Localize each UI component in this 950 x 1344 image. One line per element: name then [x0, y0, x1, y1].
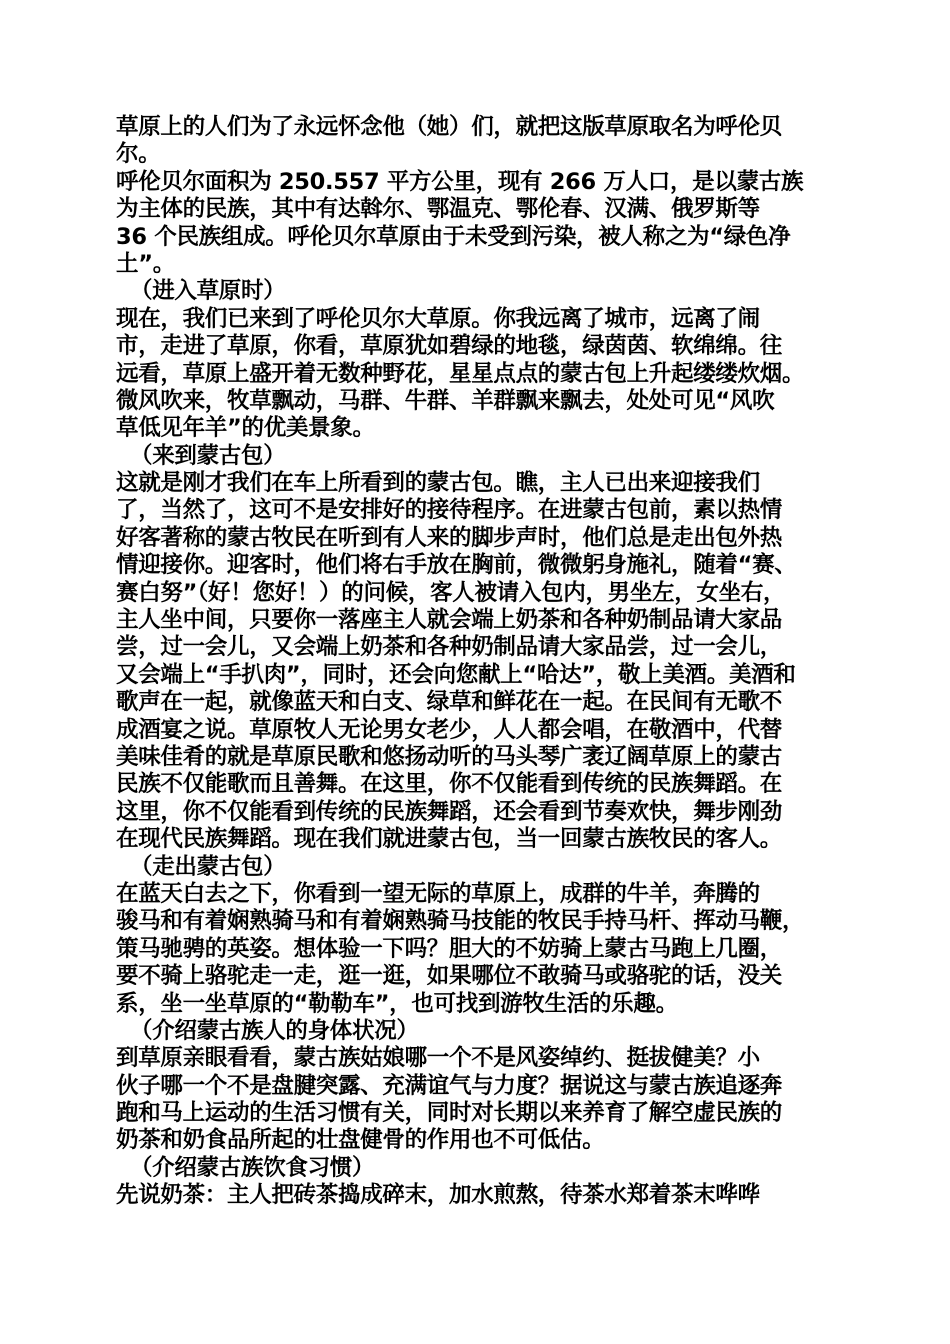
text-line: 又会端上“手扒肉”，同时，还会向您献上“哈达”，敬上美酒。美酒和 [116, 661, 796, 688]
text-line: 歌声在一起，就像蓝天和白支、绿草和鲜花在一起。在民间有无歌不 [116, 689, 783, 716]
document-body [116, 114, 856, 1210]
section-heading: （介绍蒙古族人的身体状况） [130, 1017, 419, 1044]
text-line: 伙子哪一个不是盘腱突露、充满谊气与力度？据说这与蒙古族追逐奔 [116, 1072, 783, 1099]
text-line: 成酒宴之说。草原牧人无论男女老少，人人都会唱，在敬酒中，代替 [116, 716, 783, 743]
text-line: 呼伦贝尔面积为 250.557 平方公里，现有 266 万人口，是以蒙古族 [116, 168, 804, 195]
text-line: 先说奶茶：主人把砖茶捣成碎末，加水煎熬，待茶水郑着茶末哗哗 [116, 1182, 760, 1209]
text-line: 要不骑上骆驼走一走，逛一逛，如果哪位不敢骑马或骆驼的话，没关 [116, 963, 783, 990]
text-line: 策马驰骋的英姿。想体验一下吗？胆大的不妨骑上蒙古马跑上几圈， [116, 935, 783, 962]
text-line: 远看，草原上盛开着无数种野花，星星点点的蒙古包上升起缕缕炊烟。 [116, 360, 805, 387]
text-line: 为主体的民族，其中有达斡尔、鄂温克、鄂伦春、汉满、俄罗斯等 [116, 196, 760, 223]
text-line: 尔。 [116, 141, 161, 168]
section-heading: （走出蒙古包） [130, 853, 286, 880]
text-line: 骏马和有着娴熟骑马和有着娴熟骑马技能的牧民手持马杆、挥动马鞭， [116, 908, 805, 935]
text-line: 市，走进了草原，你看，草原犹如碧绿的地毯，绿茵茵、软绵绵。往 [116, 333, 783, 360]
text-line: 跑和马上运动的生活习惯有关，同时对长期以来养育了解空虚民族的 [116, 1100, 783, 1127]
text-line: 美味佳肴的就是草原民歌和悠扬动听的马头琴广袤辽阔草原上的蒙古 [116, 743, 783, 770]
text-line: 现在，我们已来到了呼伦贝尔大草原。你我远离了城市，远离了闹 [116, 305, 760, 332]
text-line: 草低见年羊”的优美景象。 [116, 415, 375, 442]
text-line: 在现代民族舞蹈。现在我们就进蒙古包，当一回蒙古族牧民的客人。 [116, 826, 783, 853]
text-line: 赛白努”（好！您好！）的问候，客人被请入包内，男坐左，女坐右， [116, 579, 786, 606]
text-line: 这里，你不仅能看到传统的民族舞蹈，还会看到节奏欢快，舞步刚劲 [116, 798, 783, 825]
text-line: 民族不仅能歌而且善舞。在这里，你不仅能看到传统的民族舞蹈。在 [116, 771, 783, 798]
text-line: 在蓝天白去之下，你看到一望无际的草原上，成群的牛羊，奔腾的 [116, 880, 760, 907]
text-line: 奶茶和奶食品所起的壮盘健骨的作用也不可低估。 [116, 1127, 605, 1154]
text-line: 微风吹来，牧草飘动，马群、牛群、羊群飘来飘去，处处可见“风吹 [116, 387, 775, 414]
text-line: 尝，过一会儿，又会端上奶茶和各种奶制品请大家品尝，过一会儿， [116, 634, 783, 661]
text-line: 36 个民族组成。呼伦贝尔草原由于未受到污染，被人称之为“绿色净 [116, 223, 791, 250]
text-line: 主人坐中间，只要你一落座主人就会端上奶茶和各种奶制品请大家品 [116, 607, 783, 634]
section-heading: （介绍蒙古族饮食习惯） [130, 1154, 375, 1181]
text-line: 情迎接你。迎客时，他们将右手放在胸前，微微躬身施礼，随着“赛、 [116, 552, 797, 579]
section-heading: （进入草原时） [130, 278, 286, 305]
section-heading: （来到蒙古包） [130, 442, 286, 469]
text-line: 草原上的人们为了永远怀念他（她）们，就把这版草原取名为呼伦贝 [116, 114, 783, 140]
text-line: 到草原亲眼看看，蒙古族姑娘哪一个不是风姿绰约、挺拔健美？小 [116, 1045, 760, 1072]
text-line: 系，坐一坐草原的“勒勒车”，也可找到游牧生活的乐趣。 [116, 990, 678, 1017]
text-line: 土”。 [116, 250, 175, 277]
text-line: 了，当然了，这可不是安排好的接待程序。在进蒙古包前，素以热情 [116, 497, 783, 524]
text-line: 这就是刚才我们在车上所看到的蒙古包。瞧，主人已出来迎接我们 [116, 470, 760, 497]
text-line: 好客著称的蒙古牧民在听到有人来的脚步声时，他们总是走出包外热 [116, 524, 783, 551]
